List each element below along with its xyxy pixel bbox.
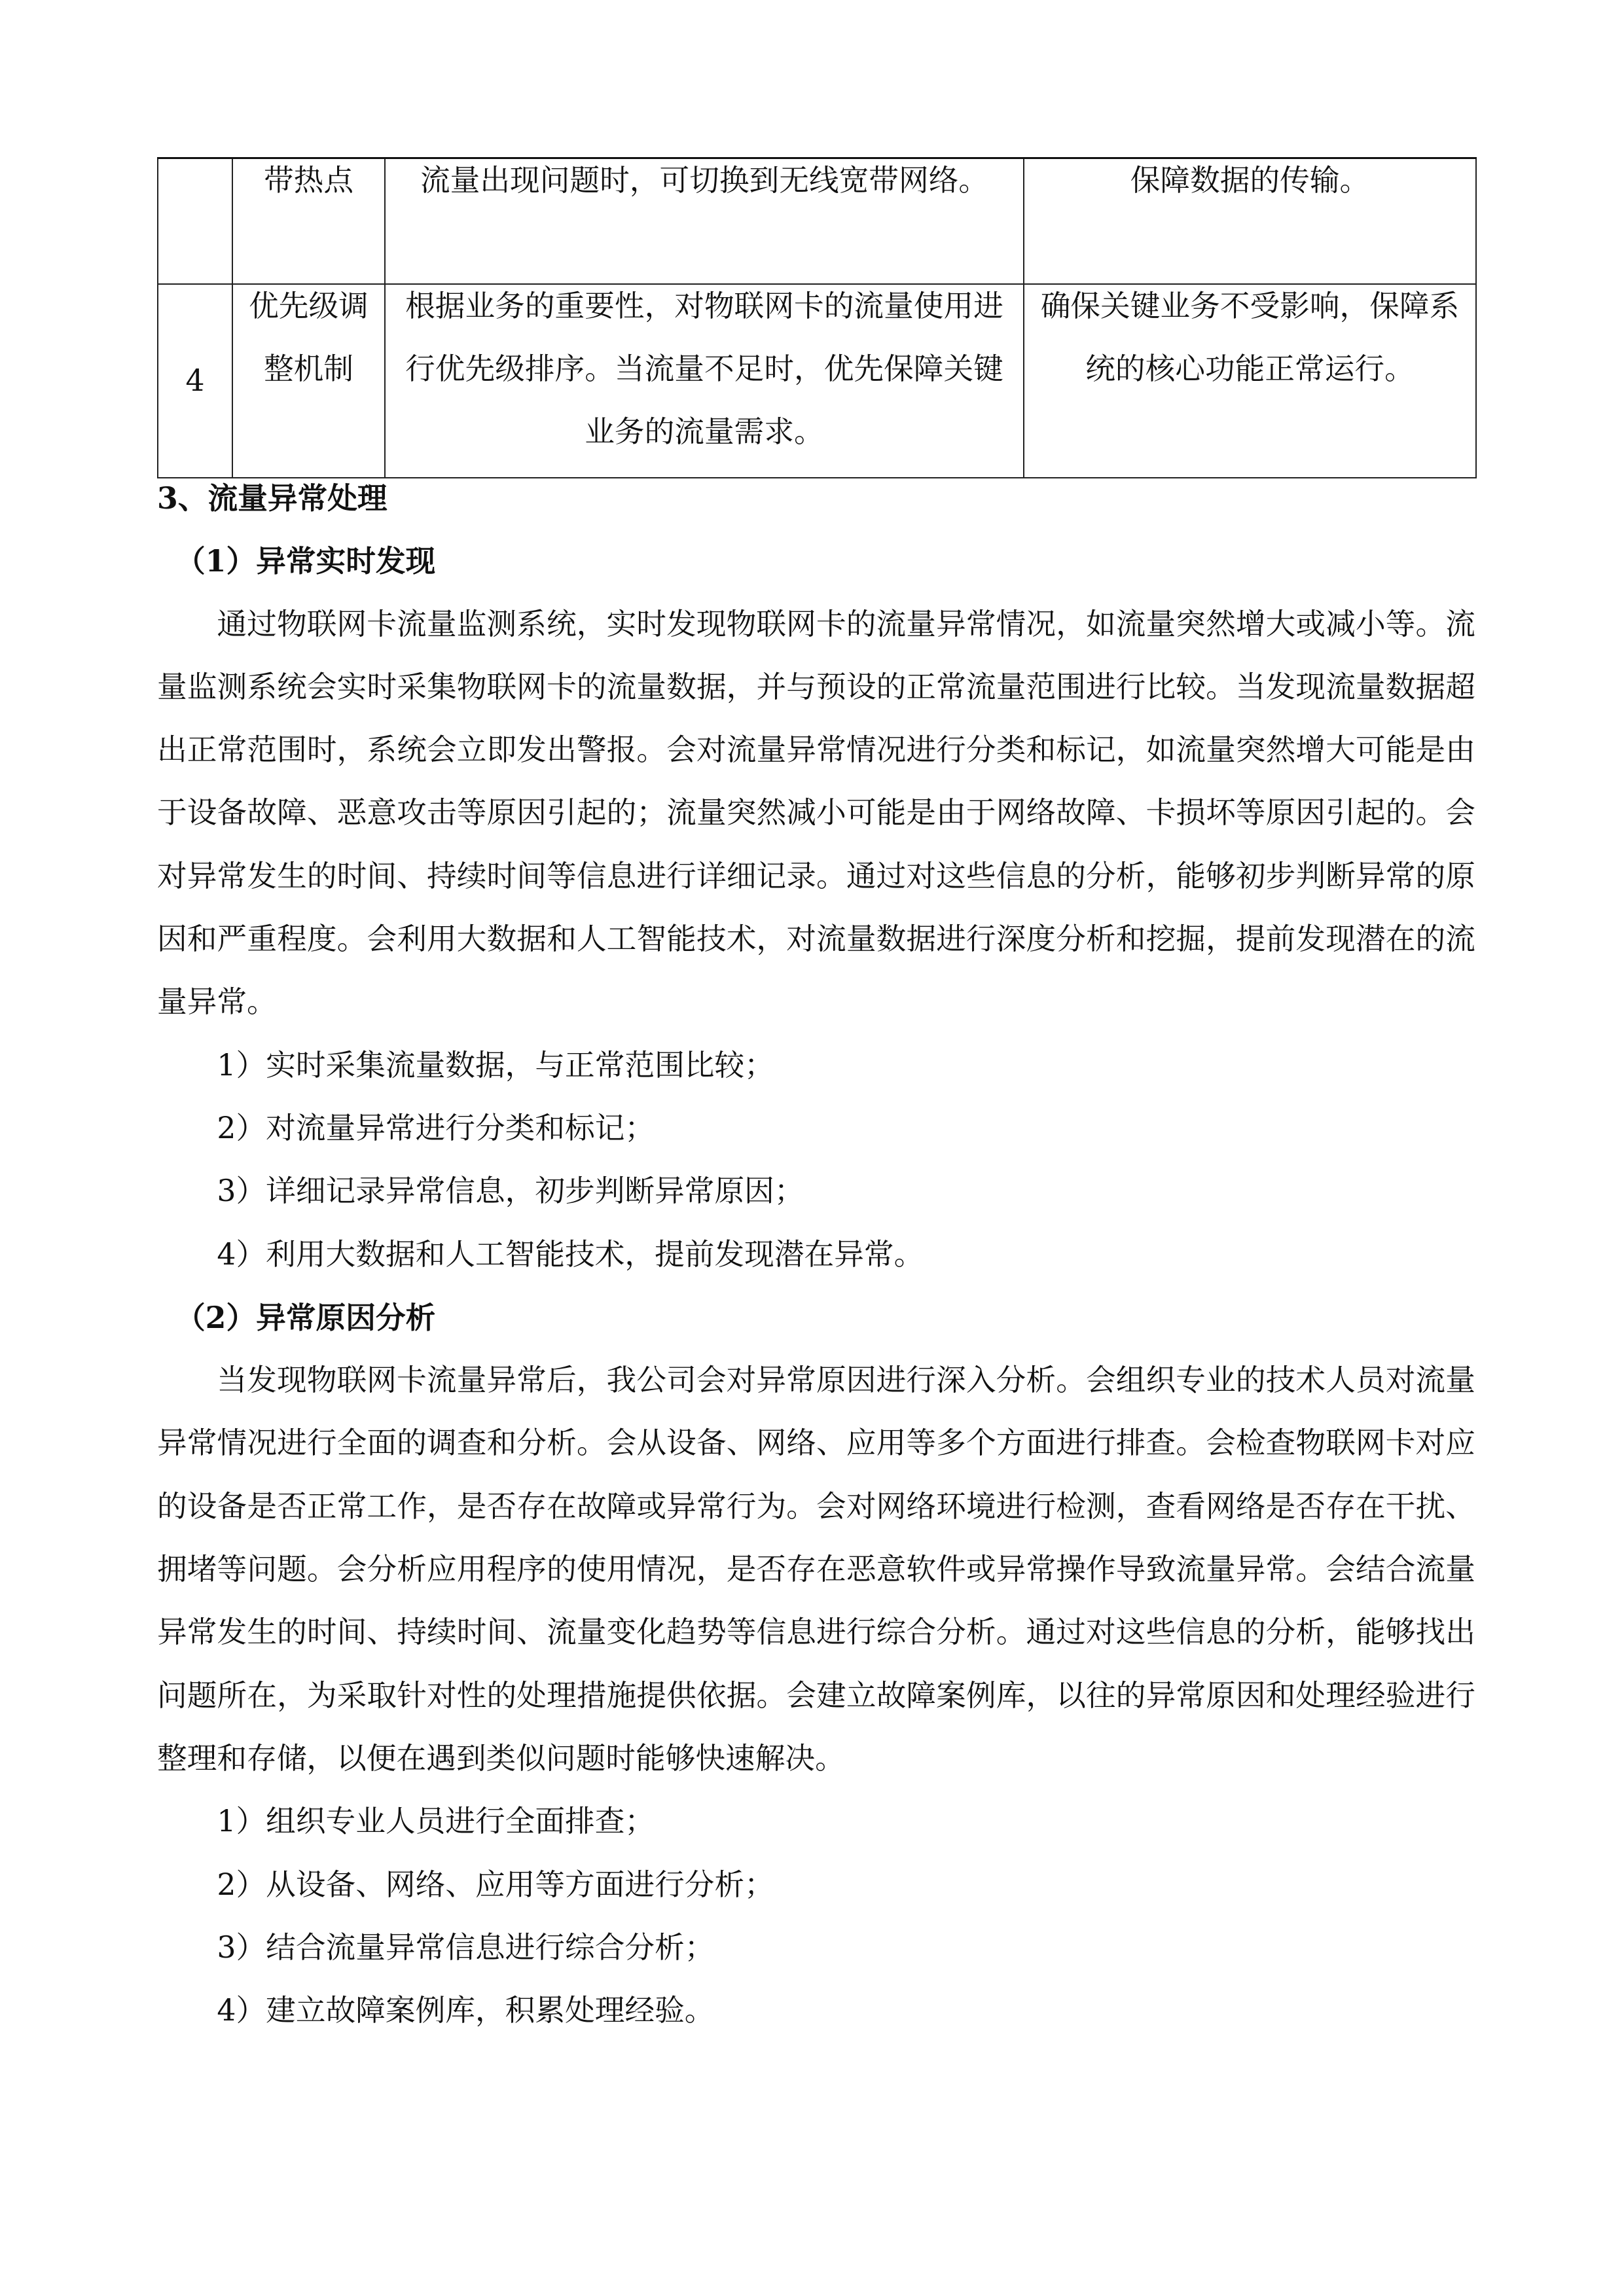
list-item: 4）建立故障案例库，积累处理经验。 bbox=[217, 1993, 715, 2028]
cell-measure bbox=[385, 158, 1024, 284]
cell-effect bbox=[1024, 284, 1476, 478]
cell-text: 保障数据的传输。 bbox=[1130, 163, 1370, 198]
subsection-heading: （2）异常原因分析 bbox=[175, 1299, 436, 1335]
section-body bbox=[157, 467, 1475, 2042]
list-item: 3）详细记录异常信息，初步判断异常原因； bbox=[217, 1174, 804, 1209]
table-row bbox=[158, 158, 1476, 284]
list-item: 2）从设备、网络、应用等方面进行分析； bbox=[217, 1867, 774, 1902]
paragraph: 当发现物联网卡流量异常后，我公司会对异常原因进行深入分析。会组织专业的技术人员对流量异常情况进行全面的调查和分析。会从设备、网络、应用等多个方面进行排查。会检查物联网卡对应的设备是否正常工作，是否存在故障或异常行为。会对网络环境进行检测，查看网络是否存在干扰、拥堵等问题。会分析应用程序的使用情况，是否存在恶意软件或异常操作导致流量异常。会结合流量异常发生的时间、持续时间、流量变化趋势等信息进行综合分析。通过对这些信息的分析，能够找出问题所在，为采取针对性的处理措施提供依据。会建立故障案例库，以往的异常原因和处理经验进行整理和存储，以便在遇到类似问题时能够快速解决。 bbox=[157, 1363, 1475, 1776]
section-heading: 3、流量异常处理 bbox=[157, 480, 388, 516]
cell-effect bbox=[1024, 158, 1476, 284]
list-item: 1）实时采集流量数据，与正常范围比较； bbox=[217, 1047, 774, 1083]
list-item: 3）结合流量异常信息进行综合分析； bbox=[217, 1929, 715, 1965]
cell-number bbox=[158, 284, 232, 478]
cell-name bbox=[232, 158, 385, 284]
subsection-heading: （1）异常实时发现 bbox=[175, 543, 436, 579]
cell-measure bbox=[385, 284, 1024, 478]
list-item: 2）对流量异常进行分类和标记； bbox=[217, 1110, 655, 1145]
cell-text: 带热点 bbox=[263, 163, 354, 198]
cell-text: 确保关键业务不受影响，保障系统的核心功能正常运行。 bbox=[1040, 288, 1460, 386]
measures-table bbox=[157, 157, 1477, 478]
list-item: 4）利用大数据和人工智能技术，提前发现潜在异常。 bbox=[217, 1236, 924, 1272]
cell-text: 4 bbox=[185, 363, 205, 398]
cell-text: 优先级调整机制 bbox=[249, 288, 369, 386]
cell-text: 根据业务的重要性，对物联网卡的流量使用进行优先级排序。当流量不足时，优先保障关键业务的流量需求。 bbox=[405, 288, 1003, 449]
paragraph: 通过物联网卡流量监测系统，实时发现物联网卡的流量异常情况，如流量突然增大或减小等。流量监测系统会实时采集物联网卡的流量数据，并与预设的正常流量范围进行比较。当发现流量数据超出正常范围时，系统会立即发出警报。会对流量异常情况进行分类和标记，如流量突然增大可能是由于设备故障、恶意攻击等原因引起的；流量突然减小可能是由于网络故障、卡损坏等原因引起的。会对异常发生的时间、持续时间等信息进行详细记录。通过对这些信息的分析，能够初步判断异常的原因和严重程度。会利用大数据和人工智能技术，对流量数据进行深度分析和挖掘，提前发现潜在的流量异常。 bbox=[157, 606, 1475, 1020]
cell-number bbox=[158, 158, 232, 284]
cell-name bbox=[232, 284, 385, 478]
cell-text: 流量出现问题时，可切换到无线宽带网络。 bbox=[420, 163, 989, 198]
table-row bbox=[158, 284, 1476, 478]
list-item: 1）组织专业人员进行全面排查； bbox=[217, 1804, 655, 1839]
